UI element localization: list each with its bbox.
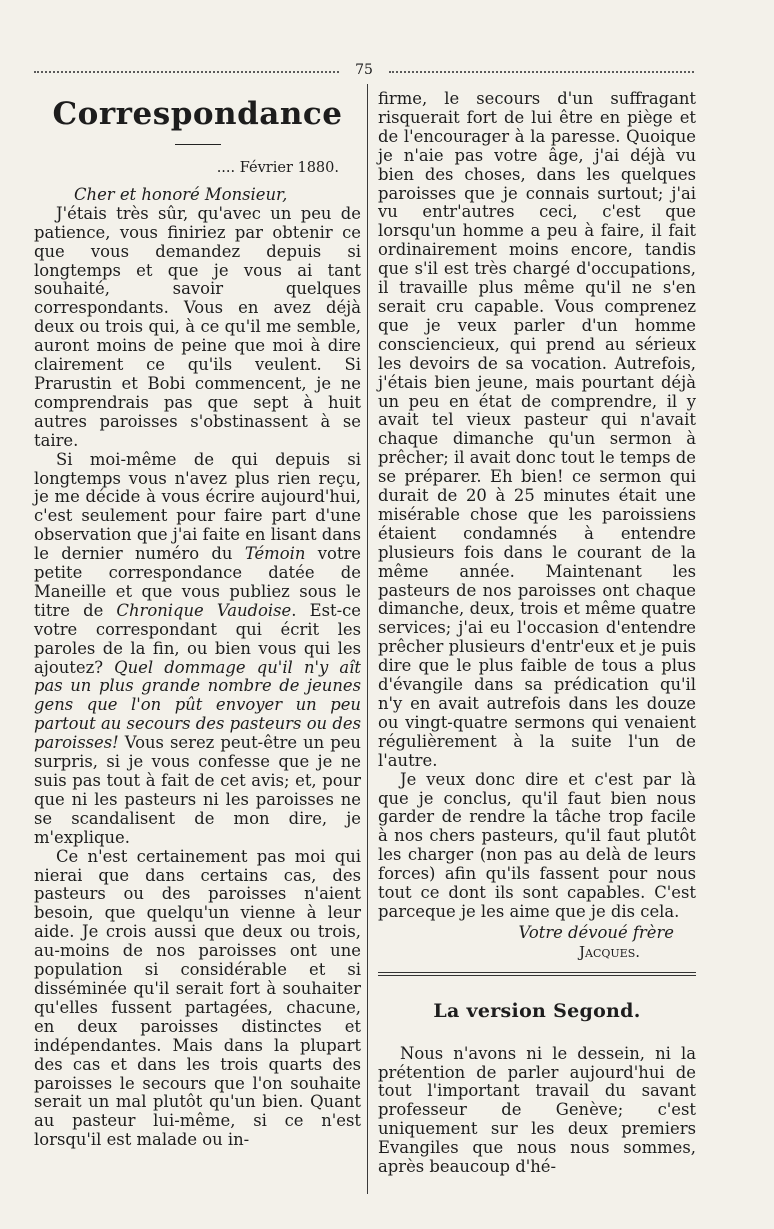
section-title: Correspondance <box>52 96 343 132</box>
letter-paragraph-continued: firme, le secours d'un suffragant risquerait fort de lui être en piège et de l'encourager à la paresse. Quoique je n'aie pas votre âge, j'ai déjà vu bien des choses, dans les quelques paroisses que je connais surtout; j'ai vu entr'autres ceci, c'est que lorsqu'un homme a peu à faire, il fait ordinairement moins encore, tandis que s'il est très chargé d'occupations, il travaille plus même qu'il ne s'en serait cru capable. Vous comprenez que je veux parler d'un homme consciencieux, qui prend au sérieux les devoirs de sa vocation. Autrefois, j'étais bien jeune, mais pourtant déjà un peu en état de comprendre, il y avait tel vieux pasteur qui n'avait chaque dimanche qu'un sermon à prêcher; il avait donc tout le temps de se préparer. Eh bien! ce sermon qui durait de 20 à 25 minutes était une misérable chose que les paroissiens étaient condamnés à entendre plusieurs fois dans le courant de la même année. Maintenant les pasteurs de nos paroisses ont chaque dimanche, deux, trois et même quatre services; j'ai eu l'occasion d'entendre prêcher plusieurs d'entr'eux et je puis dire que le plus faible de tous a plus d'évangile dans sa prédication qu'il n'y en avait autrefois dans les douze ou vingt-quatre sermons qui venaient régulièrement à la suite l'un de l'autre. <box>378 89 696 770</box>
letter-paragraph-2 <box>34 451 361 848</box>
subsection-title: La version Segond. <box>433 999 641 1022</box>
para2-text-3: . Est-ce votre correspondant qui écrit les paroles de la fin, ou bien vous qui les ajoutez? <box>34 600 361 677</box>
signoff <box>378 924 696 962</box>
section-rule-bottom <box>378 975 696 976</box>
para2-text-4: Vous serez peut-être un peu surpris, si je vous confesse que je ne suis pas tout à fait de cet avis; et, pour que ni les pasteurs ni les paroisses ne se scandalisent de mon dire, je m'explique. <box>34 733 361 847</box>
section-rule-top <box>378 972 696 973</box>
letter-paragraph-3: Ce n'est certainement pas moi qui nierai que dans certains cas, des pasteurs ou des paroisses n'aient besoin, que quelqu'un vienne à leur aide. Je crois aussi que deux ou trois, au-moins de nos paroisses ont une population si considérable et si disséminée qu'il serait fort à souhaiter qu'elles fussent partagées, chacune, en deux paroisses distinctes et indépendantes. Mais dans la plupart des cas et dans les trois quarts des paroisses le secours que l'on souhaite serait un mal plutôt qu'un bien. Quant au pasteur lui-même, si ce n'est lorsqu'il est malade ou in- <box>34 846 361 1150</box>
chronique-title: Chronique Vaudoise <box>116 600 292 620</box>
salutation: Cher et honoré Monsieur, <box>74 184 288 204</box>
left-column <box>34 90 361 1150</box>
journal-name: Témoin <box>244 544 306 564</box>
signature-line: Votre dévoué frère <box>518 922 674 942</box>
running-head-rule-right <box>389 71 694 73</box>
column-divider <box>367 84 368 1194</box>
letter-paragraph-conclusion: Je veux donc dire et c'est par là que je conclus, qu'il faut bien nous garder de rendre la tâche trop facile à nos chers pasteurs, qu'il faut plutôt les charger (non pas au delà de leurs forces) afin qu'ils fassent pour nous tout ce dont ils sont capables. C'est parceque je les aime que je dis cela. <box>378 769 696 921</box>
quoted-remark: Quel dommage qu'il n'y aît pas un plus grande nombre de jeunes gens que l'on pût envoyer un peu partout au secours des pasteurs ou des paroisses! <box>34 657 361 753</box>
title-rule <box>175 144 221 145</box>
para2-text-1: Si moi-même de qui depuis si longtemps vous n'avez plus rien reçu, je me décide à vous écrire aujourd'hui, c'est seulement pour faire part d'une observation que j'ai faite en lisant dans le dernier numéro du <box>34 449 361 564</box>
dateline: .... Février 1880. <box>216 160 339 176</box>
page-number: 75 <box>355 62 373 78</box>
para2-text-2: votre petite correspondance datée de Maneille et que vous publiez sous le titre de <box>34 544 361 620</box>
running-head <box>34 62 694 82</box>
signature-name: Jacques. <box>579 942 640 961</box>
letter-paragraph-1: J'étais très sûr, qu'avec un peu de patience, vous finiriez par obtenir ce que vous demandez depuis si longtemps et que je vous ai tant souhaité, savoir quelques correspondants. Vous en avez déjà deux ou trois qui, à ce qu'il me semble, auront moins de peine que moi à dire clairement ce qu'ils veulent. Si Prarustin et Bobi commencent, je ne comprendrais pas que sept à huit autres paroisses s'obstinassent à se taire. <box>34 203 361 450</box>
right-column <box>378 90 696 1177</box>
subsection-paragraph: Nous n'avons ni le dessein, ni la prétention de parler aujourd'hui de tout l'important travail du savant professeur de Genève; c'est uniquement sur les deux premiers Evangiles que nous nous sommes, après beaucoup d'hé- <box>378 1043 696 1177</box>
running-head-rule-left <box>34 71 339 73</box>
